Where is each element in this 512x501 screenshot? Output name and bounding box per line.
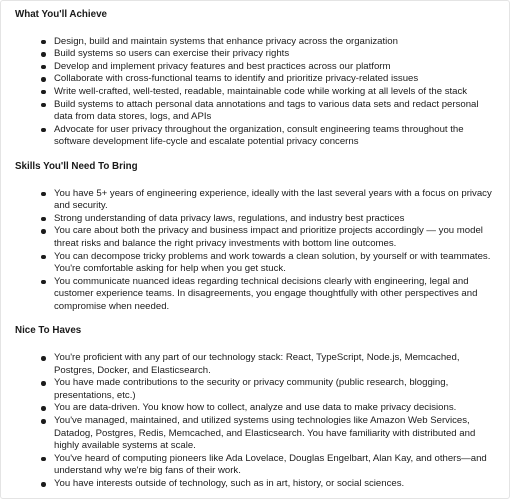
list-item: You can decompose tricky problems and work towards a clean solution, by yourself or with teammates. You're comfortable asking for help when you get stuck. bbox=[40, 251, 497, 276]
bullet-list bbox=[15, 352, 497, 491]
section-heading: What You'll Achieve bbox=[15, 9, 107, 20]
list-item: Build systems so users can exercise their privacy rights bbox=[40, 48, 497, 61]
list-item: You have made contributions to the security or privacy community (public research, blogging, presentations, etc.) bbox=[40, 377, 497, 402]
section-skills-youll-need bbox=[15, 161, 497, 314]
bullet-list bbox=[15, 188, 497, 314]
list-item: You communicate nuanced ideas regarding technical decisions clearly with engineering, legal and customer experience teams. In disagreements, you engage thoughtfully with other perspectives and compromise when needed. bbox=[40, 276, 497, 314]
list-item: You have 5+ years of engineering experience, ideally with the last several years with a focus on privacy and security. bbox=[40, 188, 497, 213]
list-item: Build systems to attach personal data annotations and tags to various data sets and redact personal data from data stores, logs, and APIs bbox=[40, 99, 497, 124]
list-item: You've managed, maintained, and utilized systems using technologies like Amazon Web Services, Datadog, Postgres, Redis, Memcached, and Elasticsearch. You have familiarity with distributed and highly available systems at scale. bbox=[40, 415, 497, 453]
list-item: You care about both the privacy and business impact and prioritize projects accordingly — you model threat risks and balance the right privacy investments with bottom line outcomes. bbox=[40, 225, 497, 250]
list-item: You have interests outside of technology, such as in art, history, or social sciences. bbox=[40, 478, 497, 491]
list-item: Collaborate with cross-functional teams to identify and prioritize privacy-related issues bbox=[40, 73, 497, 86]
list-item: Design, build and maintain systems that enhance privacy across the organization bbox=[40, 36, 497, 49]
bullet-list bbox=[15, 36, 497, 149]
list-item: You are data-driven. You know how to collect, analyze and use data to make privacy decisions. bbox=[40, 402, 497, 415]
list-item: Write well-crafted, well-tested, readable, maintainable code while working at all levels of the stack bbox=[40, 86, 497, 99]
section-heading: Skills You'll Need To Bring bbox=[15, 160, 138, 172]
list-item: Develop and implement privacy features and best practices across our platform bbox=[40, 61, 497, 74]
section-nice-to-haves bbox=[15, 325, 497, 490]
list-item: Strong understanding of data privacy laws, regulations, and industry best practices bbox=[40, 213, 497, 226]
list-item: You've heard of computing pioneers like Ada Lovelace, Douglas Engelbart, Alan Kay, and others—and understand why we're big fans of their work. bbox=[40, 453, 497, 478]
section-what-youll-achieve bbox=[15, 9, 497, 149]
section-heading: Nice To Haves bbox=[15, 325, 82, 337]
list-item: Advocate for user privacy throughout the organization, consult engineering teams throughout the software development life-cycle and escalate potential privacy concerns bbox=[40, 124, 497, 149]
list-item: You're proficient with any part of our technology stack: React, TypeScript, Node.js, Memcached, Postgres, Docker, and Elasticsearch. bbox=[40, 352, 497, 377]
